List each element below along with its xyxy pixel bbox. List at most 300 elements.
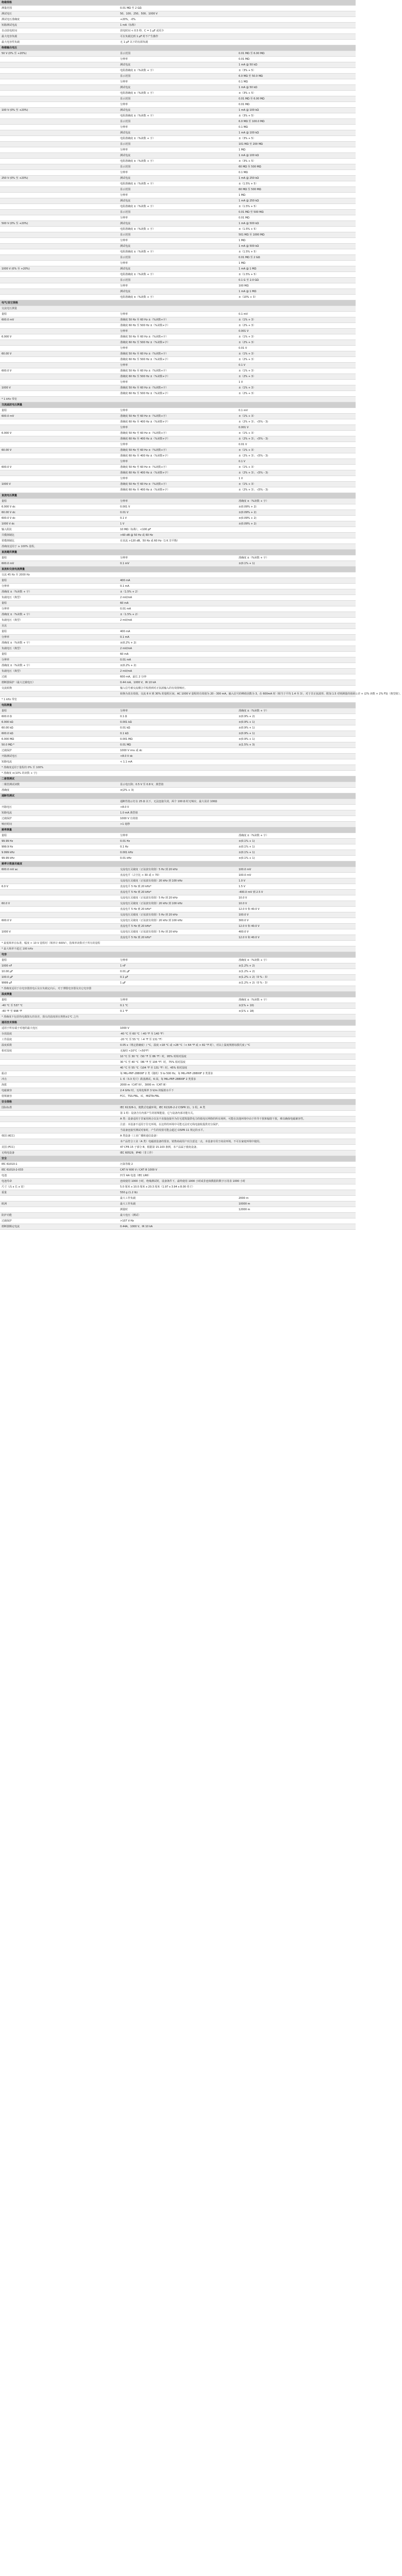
spec-label (0, 74, 119, 79)
spec-label (0, 278, 119, 283)
spec-param: 分辨率 (119, 476, 237, 482)
spec-param: 0.1 V (119, 516, 237, 521)
spec-row (0, 912, 356, 918)
spec-param: 准确度 50 Hz 至 60 Hz ±（%读数+字） (119, 448, 237, 453)
spec-row (0, 419, 356, 425)
spec-value: 0.1 V (237, 363, 356, 368)
spec-param: 直流电平 5 Hz 到 20 kHz* (119, 935, 237, 941)
spec-label (0, 249, 119, 255)
spec-label: 量程 (0, 408, 119, 414)
spec-label (0, 238, 119, 244)
spec-param: 准确度 60 Hz 至 400 Hz ±（%读数+字） (119, 470, 237, 476)
spec-row (0, 79, 356, 85)
spec-param: 分辨率 (119, 79, 237, 85)
spec-row (0, 176, 356, 181)
spec-value: 2000 m (237, 1196, 356, 1201)
spec-row (0, 40, 356, 45)
spec-label: 分辨率 (0, 606, 119, 612)
spec-value: 400 mA (119, 578, 356, 584)
spec-label: 熔断器保护（最大过载电压） (0, 680, 119, 686)
spec-value: 0.05 x（规定准确度）/ °C，温度 <18 °C 或 >28 °C（< 64 °F 或 > 82 °F 时），对以上温度规格每摄氏度 / °C (119, 1043, 356, 1048)
spec-label: 交流 45 Hz 至 2000 Hz (0, 572, 356, 578)
spec-row (0, 878, 356, 884)
spec-label: 600.0 V (0, 368, 119, 374)
spec-row (0, 108, 356, 113)
spec-row (0, 1105, 356, 1111)
spec-label (0, 68, 119, 74)
spec-label (0, 453, 119, 459)
section-header (0, 45, 356, 51)
spec-label: 过载保护 (0, 748, 119, 754)
spec-row (0, 408, 356, 414)
spec-row (0, 1031, 356, 1037)
spec-label: 防护功能 (0, 1213, 119, 1218)
spec-label (0, 181, 119, 187)
spec-row (0, 170, 356, 176)
spec-param: 显示范围 (119, 51, 237, 57)
spec-row (0, 119, 356, 125)
spec-row (0, 1088, 356, 1094)
spec-value: ±(1% + 18) (237, 1009, 356, 1014)
spec-param: 直流电平（占空比 < 30 或 > 70） (119, 873, 237, 878)
spec-value: 300.0 V (237, 918, 356, 924)
spec-row (0, 555, 356, 561)
spec-row (0, 873, 356, 878)
spec-row (0, 901, 356, 907)
spec-row (0, 1111, 356, 1116)
spec-label (0, 272, 119, 278)
spec-label: 100 V (0% 至 +20%) (0, 108, 119, 113)
spec-row (0, 691, 356, 697)
spec-row (0, 521, 356, 527)
spec-row (0, 215, 356, 221)
spec-label (0, 380, 119, 385)
spec-label (0, 442, 119, 448)
spec-row (0, 249, 356, 255)
spec-param: 显示范围 (119, 96, 237, 102)
spec-row (0, 57, 356, 62)
spec-param: 显示范围 (119, 232, 237, 238)
section-header (0, 402, 356, 408)
spec-row (0, 334, 356, 340)
spec-row (0, 11, 356, 17)
spec-label (0, 363, 119, 368)
spec-value: ±（1.5% + 5） (237, 249, 356, 255)
spec-row (0, 504, 356, 510)
spec-row (0, 453, 356, 459)
spec-label (0, 425, 119, 431)
spec-label: 6.0 V (0, 884, 119, 890)
spec-row (0, 221, 356, 227)
spec-param: 准确度 60 Hz 至 400 Hz ±（%读数+字） (119, 453, 237, 459)
spec-label: 量程 (0, 708, 119, 714)
spec-value: 四节 AA 电池（IEC LR6） (119, 1173, 356, 1179)
spec-row (0, 329, 356, 334)
section-title: 温度测量 (0, 992, 356, 997)
spec-label (0, 1196, 119, 1201)
spec-param: 0.01 Hz (119, 839, 237, 844)
spec-param: 0.1 μF (119, 975, 237, 980)
spec-row (0, 1190, 356, 1196)
spec-value: 5.0 厘米 x 10.0 厘米 x 20.3 厘米（1.97 x 3.94 x 8.00 英寸） (119, 1184, 356, 1190)
spec-value: 准确度 ±（%读数 + 字） (237, 708, 356, 714)
spec-value: 0.1 mV (237, 408, 356, 414)
spec-param: 测试电流 (119, 244, 237, 249)
spec-label (0, 119, 119, 125)
spec-label (0, 153, 119, 159)
spec-label: 测试电压 (0, 11, 119, 17)
spec-row (0, 759, 356, 765)
spec-label (0, 1116, 119, 1122)
spec-row (0, 538, 356, 544)
spec-label: 过载保护 (0, 816, 119, 822)
spec-param: 分辨率 (119, 555, 237, 561)
spec-row (0, 283, 356, 289)
spec-value: 准确度 ±（%读数 + 字） (237, 833, 356, 839)
spec-label: 50.0 MΩ * (0, 742, 119, 748)
spec-row (0, 782, 356, 788)
spec-value: 第 1 组：设备含有内部产生的射频能量，它与设备内部功能有关。 (119, 1111, 356, 1116)
spec-param: 准确度 60 Hz 至 500 Hz ±（%读数+字） (119, 323, 237, 329)
spec-label (0, 436, 119, 442)
spec-param: 准确度 60 Hz 至 400 Hz ±（%读数+字） (119, 436, 237, 442)
spec-row (0, 470, 356, 476)
spec-value: ±(1% + 10) (237, 1003, 356, 1009)
spec-value: 600 mA，最长 2 分钟 (119, 674, 356, 680)
spec-param: 分辨率 (119, 442, 237, 448)
spec-row (0, 856, 356, 861)
spec-param: 电阻准确度 ±（%读数 + 字） (119, 136, 237, 142)
spec-label: 工作温度 (0, 1037, 119, 1043)
spec-row (0, 431, 356, 436)
spec-param: 0.1 mV (119, 561, 237, 567)
spec-value: ±(0.09% + 2) (237, 516, 356, 521)
spec-param: 准确度 50 Hz 至 60 Hz ±（%读数+字） (119, 465, 237, 470)
spec-param: 电阻准确度 ±（%读数 + 字） (119, 159, 237, 164)
spec-param: 分辨率 (119, 997, 237, 1003)
spec-label (0, 159, 119, 164)
spec-value: ±（1% + 3） (237, 465, 356, 470)
spec-value: 0.1 V (237, 459, 356, 465)
spec-value: ±(1.2% + 2)（0 % - 3） (237, 980, 356, 986)
spec-value: 2 mV/mA (119, 618, 356, 623)
spec-param: 电阻准确度 ±（%读数 + 字） (119, 181, 237, 187)
spec-row (0, 754, 356, 759)
spec-value: 每 MIL-PRF-28800F 2 类（随机）5 to 500 Hz，每 MIL-PRF-28800F 2 类要求 (119, 1071, 356, 1077)
spec-param: 电阻准确度 ±（%读数 + 字） (119, 68, 237, 74)
spec-param: 测试电流 (119, 108, 237, 113)
spec-label: * 准确度不包括热电偶探头的误差，探头的温度须在规格±1°C 之内 (0, 1014, 356, 1020)
spec-row (0, 323, 356, 329)
spec-value: ±（1.5% + 5） (237, 272, 356, 278)
spec-param: 交流电压灵敏度（正弦波有效值）20 kHz 到 100 kHz (119, 878, 237, 884)
spec-param: 显示范围 (119, 278, 237, 283)
spec-param: 分辨率 (119, 147, 237, 153)
spec-row (0, 635, 356, 640)
spec-value: ±（3% + 5） (237, 136, 356, 142)
spec-row (0, 227, 356, 232)
spec-label (0, 198, 119, 204)
spec-value: 0.001 V (237, 329, 356, 334)
spec-row (0, 663, 356, 669)
spec-value: 准确度 ±（%读数 + 字） (237, 555, 356, 561)
spec-label (0, 62, 119, 68)
spec-param: 准确度 60 Hz 至 400 Hz ±（%读数+字） (119, 487, 237, 493)
spec-row (0, 425, 356, 431)
spec-row (0, 980, 356, 986)
spec-row (0, 1094, 356, 1099)
spec-param: 最大工作负载 (119, 1201, 237, 1207)
spec-value: 2 mV/mA (119, 595, 356, 601)
spec-label: -40 °F 至 998 °F (0, 1009, 119, 1014)
spec-label (0, 204, 119, 210)
spec-row (0, 102, 356, 108)
spec-value: 0.01 MΩ 至 6.00 MΩ (237, 96, 356, 102)
spec-row (0, 1139, 356, 1145)
spec-value: 0.01 MΩ (237, 102, 356, 108)
spec-value: FCC、TSS-FBL、IC，MIZTA-FBL (119, 1094, 356, 1099)
spec-value: ±（3% + 5） (237, 91, 356, 96)
section-header (0, 300, 356, 306)
spec-value: 0.1 MΩ (237, 125, 356, 130)
spec-row (0, 1082, 356, 1088)
spec-row (0, 130, 356, 136)
spec-label (0, 102, 119, 108)
spec-value: ±(1.5% + 3) (237, 742, 356, 748)
spec-row (0, 187, 356, 193)
spec-label (0, 96, 119, 102)
spec-label (0, 799, 119, 805)
spec-label: * 最低频率在标准，幅度 > 10 V 量程时（频率计 600V），指频率读数对于所有的量程 (0, 941, 356, 946)
spec-label: 最大电容性负载 (0, 40, 119, 45)
spec-row (0, 657, 356, 663)
spec-value: ±(0.09% + 2) (237, 510, 356, 516)
spec-param: 直流电平 5 Hz 到 20 kHz* (119, 884, 237, 890)
spec-row (0, 606, 356, 612)
spec-param: 分辨率 (119, 102, 237, 108)
spec-row (0, 822, 356, 827)
spec-row (0, 680, 356, 686)
spec-label (0, 1060, 119, 1065)
spec-label: 99.99 kHz (0, 856, 119, 861)
spec-label: * 1 kHz 带宽 (0, 697, 356, 703)
spec-value: 显示电压降；0.5 V 至 0.8 V，典型值 (119, 782, 356, 788)
spec-label: 二极管测试读数 (0, 782, 119, 788)
spec-label: 短路电流 (0, 810, 119, 816)
spec-label (0, 210, 119, 215)
spec-label: 1000 V (0, 929, 119, 935)
spec-value: 2.4 GHz 时，无线电频率 3 V/m 的辐射水平下 (119, 1088, 356, 1094)
spec-row (0, 839, 356, 844)
spec-row (0, 669, 356, 674)
spec-value: 1 mA @ 250 kΩ (237, 198, 356, 204)
spec-row (0, 941, 356, 946)
spec-param: 分辨率 (119, 312, 237, 317)
spec-row (0, 317, 356, 323)
spec-value: 550 g (1.2 lb) (119, 1190, 356, 1196)
spec-value: 转换为真有效值，交流 6 V 到 30% 的量程区间，AC 1000 V 量程的有效值为 20 - 300 mA。输入信号的峰值因数为 3，在 600mA 时（相当于平均 1.4 至 3），对于非正弦波形，附加 1.5 对则测量的值须公差 + (2% 读数 + 2% FS)（典型值）。 (119, 691, 356, 697)
spec-row (0, 816, 356, 822)
spec-value: ±(0.9% + 2) (237, 714, 356, 720)
spec-row (0, 153, 356, 159)
spec-param: 分辨率 (119, 425, 237, 431)
spec-value: 10.0 V (237, 901, 356, 907)
section-title: 交流滤波电压测量 (0, 402, 356, 408)
spec-value: 0.001 V (237, 425, 356, 431)
spec-value: ±（2% + 3），-(5% - 3) (237, 470, 356, 476)
spec-value: 47 CFR 15 子部分 B，根据第 15.103 条例，本产品属于豁免设备。 (119, 1145, 356, 1150)
spec-row (0, 1196, 356, 1201)
section-title: 绝缘输出电压 (0, 45, 356, 51)
spec-label: 交流电压测量 (0, 306, 356, 312)
spec-label (0, 142, 119, 147)
spec-value: ±(0.09% + 2) (237, 504, 356, 510)
spec-value: 400.0 V (237, 929, 356, 935)
spec-row (0, 436, 356, 442)
spec-value: ±（1% + 3） (237, 351, 356, 357)
spec-value: ±（1% + 3） (237, 482, 356, 487)
spec-param: 0.001 V (119, 504, 237, 510)
spec-label: 60.00 kΩ (0, 725, 119, 731)
spec-label: 准确度 ±（%读数 + 字） (0, 640, 119, 646)
spec-param: 准确度 60 Hz 至 500 Hz ±（%读数+字） (119, 374, 237, 380)
spec-value: ±（2% + 3），-(5% - 3) (237, 419, 356, 425)
spec-param: 分辨率 (119, 408, 237, 414)
spec-value: 1000 V (119, 1026, 356, 1031)
spec-row (0, 725, 356, 731)
spec-value: 1 mA（标称） (119, 23, 356, 28)
spec-param: 准确度 50 Hz 至 60 Hz ±（%读数+字） (119, 385, 237, 391)
spec-row (0, 1167, 356, 1173)
spec-value: 10.0 V (237, 895, 356, 901)
spec-value: 1 mA @ 100 kΩ (237, 108, 356, 113)
spec-param: 分辨率 (119, 57, 237, 62)
spec-label: 自动放电时间 (0, 28, 119, 34)
section-header (0, 493, 356, 499)
spec-label: 无线电设备 (0, 1150, 119, 1156)
spec-label: 直流 (0, 623, 356, 629)
spec-sheet (0, 0, 402, 1230)
spec-value: ±（1% + 3） (237, 334, 356, 340)
spec-value: 12.0 V 和 40.0 V (237, 935, 356, 941)
spec-row (0, 884, 356, 890)
spec-label: 量程 (0, 652, 119, 657)
spec-value: ±（3% + 5） (237, 113, 356, 119)
spec-label (0, 487, 119, 493)
spec-value: 1 MΩ (237, 147, 356, 153)
section-title: 绝缘规格 (0, 0, 356, 6)
spec-label: 9999 μF (0, 980, 119, 986)
spec-label (0, 912, 119, 918)
section-header (0, 992, 356, 997)
spec-row (0, 91, 356, 96)
section-title: 电容 (0, 952, 356, 958)
spec-row (0, 1173, 356, 1179)
spec-row (0, 96, 356, 102)
spec-row (0, 465, 356, 470)
spec-param: 交流电压灵敏度（正弦波有效值）20 kHz 到 100 kHz (119, 918, 237, 924)
spec-value: 2 mV/mA (119, 669, 356, 674)
spec-value: ±(0.9% + 1) (237, 731, 356, 737)
spec-param: 交流电压灵敏度（正弦波有效值）5 Hz 到 20 kHz (119, 929, 237, 935)
spec-label: 过载 (0, 674, 119, 680)
spec-label (0, 1207, 119, 1213)
spec-row (0, 771, 356, 776)
spec-param: 分辨率 (119, 215, 237, 221)
spec-label (0, 907, 119, 912)
spec-param: 0.1 Hz (119, 844, 237, 850)
spec-label (0, 187, 119, 193)
spec-label (0, 283, 119, 289)
spec-row (0, 918, 356, 924)
spec-value: 0.01 MΩ 至 6.00 MΩ (237, 51, 356, 57)
spec-param: 电阻准确度 ±（%读数 + 字） (119, 272, 237, 278)
spec-value: ±（2% + 3） (237, 340, 356, 346)
spec-label: 欧洲 (0, 1201, 119, 1207)
spec-label: 量程 (0, 578, 119, 584)
spec-label: 韩国 (KCC) (0, 1133, 119, 1139)
spec-row (0, 612, 356, 618)
spec-param: 准确度 50 Hz 至 60 Hz ±（%读数+字） (119, 482, 237, 487)
spec-row (0, 74, 356, 79)
spec-param: 0.001 kHz (119, 850, 237, 856)
spec-label: 6.000 V dc (0, 504, 119, 510)
section-header (0, 793, 356, 799)
spec-row (0, 578, 356, 584)
spec-value: 101 MΩ 至 200 MΩ (237, 142, 356, 147)
spec-param: 显示范围 (119, 187, 237, 193)
spec-value: ±(1.2% + 2)（0 % - 3） (237, 975, 356, 980)
spec-label: 量程 (0, 555, 119, 561)
spec-value: 10 MΩ（标称），<100 pF (119, 527, 356, 533)
spec-label: 负载电压（典型） (0, 618, 119, 623)
spec-value: ±(2% + 3) (119, 788, 356, 793)
spec-param: 准确度 60 Hz 至 500 Hz ±（%读数+字） (119, 357, 237, 363)
spec-param: 电阻准确度 ±（%读数 + 字） (119, 227, 237, 232)
spec-label: 美国 (FCC) (0, 1145, 119, 1150)
spec-label: 60.00 V dc (0, 510, 119, 516)
spec-value: 连续使用 1000 小时，绝缘测试时，设备条件下，最终使用 1000 小时或非连续数据的数字万用表 1000 小时 (119, 1179, 356, 1184)
spec-row (0, 1128, 356, 1133)
spec-label: 99.99 Hz (0, 839, 119, 844)
spec-row (0, 833, 356, 839)
spec-value: 1 mA @ 1 MΩ (237, 289, 356, 295)
spec-param: 交流电压灵敏度（正弦波有效值）5 Hz 到 20 kHz (119, 895, 237, 901)
section-title: 通断性测试 (0, 793, 356, 799)
spec-row (0, 380, 356, 385)
spec-value: ±(1.2% + 2) (237, 963, 356, 969)
spec-label: 交流转换 (0, 686, 119, 691)
spec-row (0, 618, 356, 623)
spec-value: ±（2% + 3） (237, 374, 356, 380)
spec-label: 分辨率 (0, 584, 119, 589)
spec-row (0, 1218, 356, 1224)
spec-label (0, 935, 119, 941)
spec-row (0, 278, 356, 283)
spec-label: 6.000 V (0, 431, 119, 436)
spec-label (0, 323, 119, 329)
spec-value: 1.0 V (237, 878, 356, 884)
spec-label: 相对湿度 (0, 1048, 119, 1054)
spec-row (0, 516, 356, 521)
spec-param: 电阻准确度 ±（%读数 + 字） (119, 113, 237, 119)
spec-value: 0.01 MΩ 至 2 GΩ (237, 255, 356, 261)
spec-label: 500 V (0% 至 +20%) (0, 221, 119, 227)
spec-row (0, 986, 356, 992)
spec-label (0, 1065, 119, 1071)
spec-row (0, 391, 356, 397)
spec-row (0, 708, 356, 714)
